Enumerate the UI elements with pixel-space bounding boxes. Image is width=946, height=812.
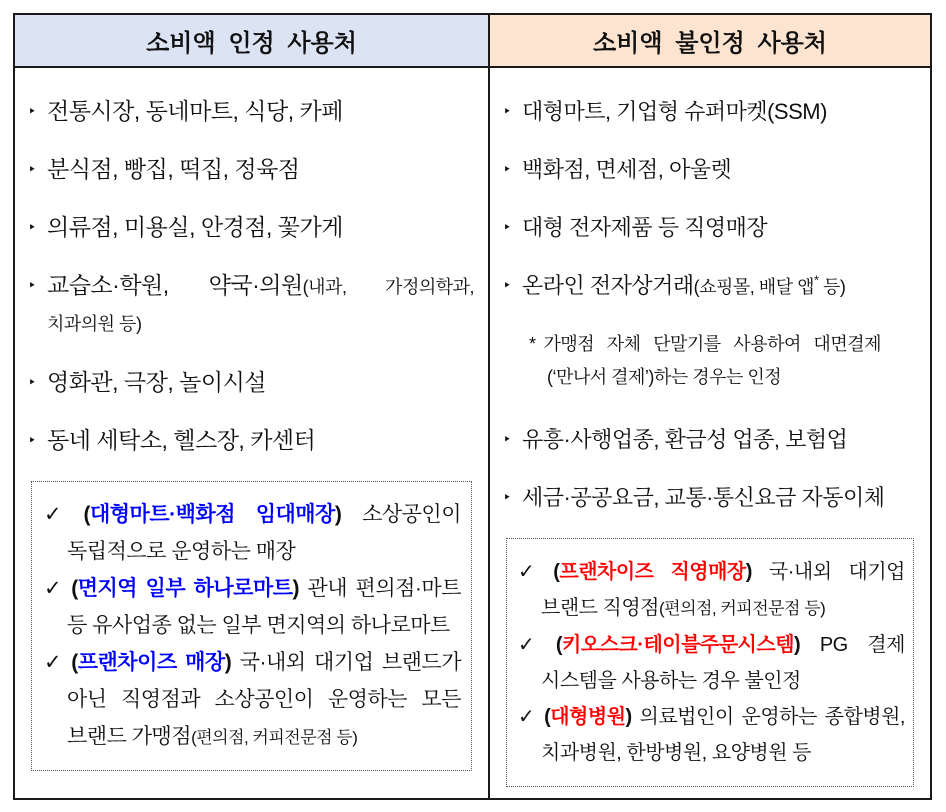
item-paren-detail: (편의점, 커피전문점 등) [191, 728, 358, 747]
item-lead [556, 634, 800, 656]
item-main: 교습소·학원, 약국·의원 [47, 272, 303, 298]
list-item [28, 423, 474, 458]
paren-close: ) [334, 503, 342, 526]
footnote [529, 328, 881, 394]
item-lead [71, 577, 299, 600]
paren-close: ) [224, 651, 232, 674]
item-text: 백화점, 면세점, 아울렛 [522, 157, 732, 182]
list-item [28, 94, 474, 129]
list-item [28, 210, 474, 245]
check-item [518, 627, 905, 699]
lead-text: 프랜차이즈 매장 [77, 651, 225, 674]
item-lead [544, 706, 632, 728]
footnote-marker: * [813, 272, 819, 288]
item-paren-detail: 등) [818, 277, 846, 297]
triangle-bullet-icon: ‣ [28, 277, 36, 293]
item-body: 관내 편의점·마트 등 유사업종 없는 일부 면지역의 하나로마트 [67, 577, 461, 637]
lead-text: 면지역 일부 하나로마트 [77, 577, 293, 600]
item-text: 대형마트, 기업형 슈퍼마켓(SSM) [522, 99, 827, 124]
paren-open: ( [544, 706, 551, 728]
check-item [518, 554, 905, 627]
lead-text: 프랜차이즈 직영매장 [559, 561, 746, 583]
paren-open: ( [83, 503, 90, 526]
item-text: 유흥·사행업종, 환금성 업종, 보험업 [522, 427, 848, 452]
item-body: PG 결제 시스템을 사용하는 경우 불인정 [541, 634, 905, 692]
lead-text: 대형마트·백화점 임대매장 [89, 503, 335, 526]
triangle-bullet-icon: ‣ [28, 432, 36, 448]
paren-close: ) [625, 706, 632, 728]
list-item [28, 365, 474, 400]
item-text: 세금·공공요금, 교통·통신요금 자동이체 [522, 485, 885, 510]
item-text: 분식점, 빵집, 떡집, 정육점 [47, 156, 300, 182]
approved-exceptions-box [31, 481, 472, 771]
item-body: 국·내외 대기업 브랜드 직영점 [541, 561, 905, 619]
triangle-bullet-icon: ‣ [503, 219, 511, 235]
list-item [503, 480, 916, 515]
triangle-bullet-icon: ‣ [28, 219, 36, 235]
triangle-bullet-icon: ‣ [28, 161, 36, 177]
approved-cell [15, 68, 488, 798]
spending-comparison-table [13, 13, 932, 800]
paren-close: ) [292, 577, 300, 600]
paren-open: ( [71, 651, 78, 674]
paren-open: ( [553, 561, 560, 583]
item-body: 의료법인이 운영하는 종합병원, 치과병원, 한방병원, 요양병원 등 [541, 706, 905, 764]
header-approved [15, 15, 488, 68]
header-rejected [488, 15, 930, 68]
list-item [503, 422, 916, 457]
list-item [503, 210, 916, 245]
item-paren-detail: (쇼핑몰, 배달 앱 [693, 277, 814, 297]
item-text: 영화관, 극장, 놀이시설 [47, 369, 267, 395]
item-text [522, 268, 916, 305]
rejected-exceptions-box [506, 538, 914, 787]
paren-close: ) [794, 634, 801, 656]
check-icon: ✓ [44, 503, 77, 526]
header-rejected-label: 소비액 불인정 사용처 [593, 30, 827, 57]
check-item [44, 644, 461, 756]
lead-text: 키오스크·테이블주문시스템 [562, 634, 795, 656]
list-item [28, 152, 474, 187]
list-item-online-commerce [503, 268, 916, 305]
list-item [28, 268, 474, 342]
paren-open: ( [555, 634, 563, 656]
paren-close: ) [745, 561, 752, 583]
list-item [503, 94, 916, 129]
item-paren-detail: (내과, 가정의학과, 치과의원 등) [47, 277, 474, 334]
lead-text: 대형병원 [550, 706, 626, 728]
triangle-bullet-icon: ‣ [503, 103, 511, 119]
triangle-bullet-icon: ‣ [28, 374, 36, 390]
item-text: 의류점, 미용실, 안경점, 꽃가게 [47, 214, 343, 240]
list-item [503, 152, 916, 187]
check-item [44, 570, 461, 644]
item-body: 소상공인이 독립적으로 운영하는 매장 [67, 503, 461, 563]
check-icon: ✓ [518, 706, 538, 728]
check-item [44, 496, 461, 570]
triangle-bullet-icon: ‣ [503, 277, 511, 293]
paren-open: ( [71, 577, 78, 600]
footnote-text: 가맹점 자체 단말기를 사용하여 대면결제 (‘만나서 결제’)하는 경우는 인정 [543, 334, 881, 387]
triangle-bullet-icon: ‣ [503, 489, 511, 505]
item-body: 국·내외 대기업 브랜드가 아닌 직영점과 소상공인이 운영하는 모든 브랜드 가맹점 [67, 651, 461, 748]
item-main: 온라인 전자상거래 [522, 273, 694, 298]
check-item [518, 699, 905, 771]
item-lead [71, 651, 231, 674]
triangle-bullet-icon: ‣ [503, 431, 511, 447]
item-text: 대형 전자제품 등 직영매장 [522, 215, 768, 240]
item-lead [83, 503, 341, 526]
check-icon: ✓ [44, 651, 65, 674]
item-lead [553, 561, 752, 583]
footnote-star: * [529, 334, 536, 354]
item-paren-detail: (편의점, 커피전문점 등) [658, 599, 826, 618]
item-text [47, 268, 474, 342]
triangle-bullet-icon: ‣ [503, 161, 511, 177]
rejected-cell [488, 68, 930, 798]
check-icon: ✓ [518, 561, 547, 583]
item-text: 전통시장, 동네마트, 식당, 카페 [47, 98, 343, 124]
item-text: 동네 세탁소, 헬스장, 카센터 [47, 427, 316, 453]
check-icon: ✓ [518, 634, 549, 656]
header-approved-label: 소비액 인정 사용처 [146, 30, 357, 57]
check-icon: ✓ [44, 577, 65, 600]
triangle-bullet-icon: ‣ [28, 103, 36, 119]
